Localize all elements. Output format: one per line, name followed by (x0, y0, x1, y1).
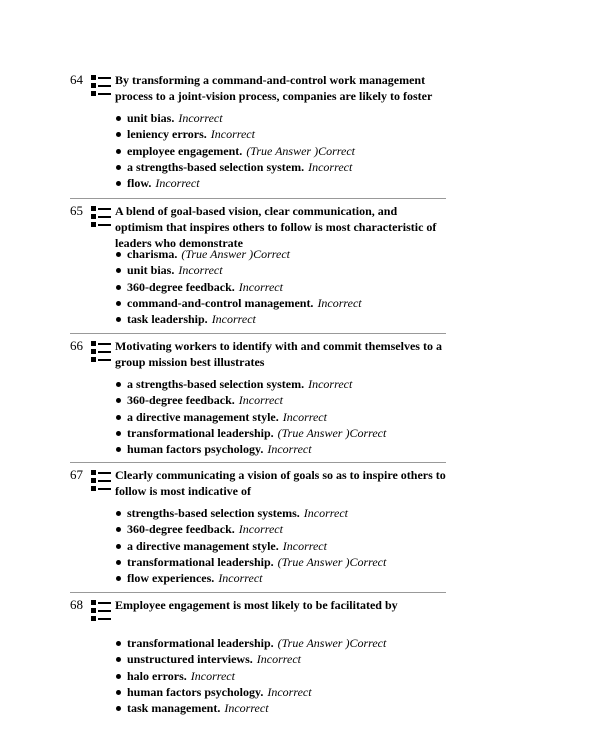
answer-verdict: (True Answer )Correct (277, 554, 387, 569)
answer-text: a strengths-based selection system. (127, 159, 305, 174)
answer-list (115, 246, 362, 327)
answer-option (115, 376, 386, 392)
answer-option (115, 668, 386, 684)
answer-text: a strengths-based selection system. (127, 377, 305, 391)
answer-list (115, 110, 355, 191)
answer-option (115, 441, 386, 457)
answer-verdict: Incorrect (155, 176, 200, 191)
list-icon (90, 469, 112, 495)
answer-option (115, 295, 362, 311)
answer-verdict: Incorrect (317, 295, 362, 310)
answer-verdict: Incorrect (224, 701, 269, 716)
answer-verdict: Incorrect (238, 522, 283, 537)
answer-option (115, 651, 386, 667)
answer-verdict: (True Answer )Correct (277, 636, 387, 650)
question-line: optimism that inspires others to follow is most characteristic of (115, 220, 437, 234)
answer-verdict: (True Answer )Correct (246, 143, 355, 158)
answer-text: transformational leadership. (127, 554, 274, 569)
answer-option (115, 684, 386, 700)
answer-text: transformational leadership. (127, 636, 274, 650)
answer-text: halo errors. (127, 668, 187, 683)
question-text (115, 467, 451, 499)
question-line: follow is most indicative of (115, 484, 251, 498)
answer-option (115, 538, 386, 554)
answer-text: a directive management style. (127, 538, 279, 553)
answer-verdict: Incorrect (178, 263, 223, 278)
answer-text: unit bias. (127, 111, 175, 125)
question-line: Clearly communicating a vision of goals so as to inspire others to (115, 468, 446, 482)
answer-verdict: Incorrect (238, 279, 283, 294)
answer-option (115, 521, 386, 537)
answer-option (115, 279, 362, 295)
answer-option (115, 554, 386, 570)
answer-verdict: Incorrect (190, 668, 235, 683)
answer-verdict: Incorrect (308, 159, 353, 174)
answer-list (115, 376, 386, 457)
answer-verdict: Incorrect (267, 684, 312, 699)
question-line: process to a joint-vision process, companies are likely to foster (115, 89, 433, 103)
answer-verdict: Incorrect (282, 409, 327, 424)
answer-list (115, 635, 386, 716)
divider (70, 592, 446, 593)
answer-text: strengths-based selection systems. (127, 506, 300, 520)
answer-verdict: Incorrect (178, 111, 223, 125)
question-text (115, 597, 451, 613)
question-line: Employee engagement is most likely to be facilitated by (115, 598, 398, 612)
answer-text: employee engagement. (127, 143, 243, 158)
answer-verdict: Incorrect (267, 442, 312, 457)
question-line: leaders who demonstrate (115, 236, 243, 250)
answer-verdict: Incorrect (210, 127, 255, 142)
divider (70, 198, 446, 199)
answer-verdict: (True Answer )Correct (277, 425, 387, 440)
answer-text: task leadership. (127, 312, 208, 327)
answer-option (115, 311, 362, 327)
question-text (115, 203, 451, 251)
answer-text: unit bias. (127, 263, 175, 278)
question-block (70, 203, 446, 327)
list-icon (90, 599, 112, 625)
answer-text: leniency errors. (127, 127, 207, 142)
answer-option (115, 126, 355, 142)
question-number: 66 (70, 338, 83, 353)
answer-verdict: Incorrect (308, 377, 353, 391)
question-line: Motivating workers to identify with and commit themselves to a (115, 339, 442, 353)
question-text (115, 338, 451, 370)
answer-option (115, 246, 362, 262)
answer-text: transformational leadership. (127, 425, 274, 440)
answer-text: 360-degree feedback. (127, 393, 235, 408)
answer-text: 360-degree feedback. (127, 522, 235, 537)
answer-verdict: Incorrect (303, 506, 348, 520)
divider (70, 333, 446, 334)
list-icon (90, 74, 112, 100)
answer-verdict: (True Answer )Correct (181, 247, 290, 261)
question-block (70, 597, 446, 716)
question-line: A blend of goal-based vision, clear communication, and (115, 204, 398, 218)
answer-option (115, 570, 386, 586)
answer-option (115, 635, 386, 651)
question-block (70, 72, 446, 191)
answer-text: command-and-control management. (127, 295, 314, 310)
answer-text: unstructured interviews. (127, 652, 253, 667)
answer-verdict: Incorrect (211, 312, 256, 327)
answer-text: charisma. (127, 247, 178, 261)
answer-option (115, 425, 386, 441)
answer-option (115, 409, 386, 425)
question-number: 65 (70, 203, 83, 218)
answer-verdict: Incorrect (218, 571, 263, 586)
answer-verdict: Incorrect (256, 652, 301, 667)
divider (70, 462, 446, 463)
answer-text: 360-degree feedback. (127, 279, 235, 294)
answer-text: flow experiences. (127, 571, 215, 586)
question-number: 67 (70, 467, 83, 482)
list-icon (90, 205, 112, 231)
answer-verdict: Incorrect (238, 393, 283, 408)
answer-text: a directive management style. (127, 409, 279, 424)
question-number: 68 (70, 597, 83, 612)
answer-option (115, 143, 355, 159)
answer-text: human factors psychology. (127, 442, 264, 457)
answer-option (115, 700, 386, 716)
question-block (70, 467, 446, 586)
question-text (115, 72, 451, 104)
answer-list (115, 505, 386, 586)
question-line: By transforming a command-and-control work management (115, 73, 426, 87)
answer-option (115, 262, 362, 278)
answer-option (115, 392, 386, 408)
question-line: group mission best illustrates (115, 355, 265, 369)
list-icon (90, 340, 112, 366)
answer-option (115, 159, 355, 175)
answer-option (115, 175, 355, 191)
answer-option (115, 505, 386, 521)
answer-text: task management. (127, 701, 221, 716)
question-block (70, 338, 446, 457)
answer-option (115, 110, 355, 126)
question-number: 64 (70, 72, 83, 87)
answer-verdict: Incorrect (282, 538, 327, 553)
answer-text: human factors psychology. (127, 684, 264, 699)
answer-text: flow. (127, 176, 152, 191)
